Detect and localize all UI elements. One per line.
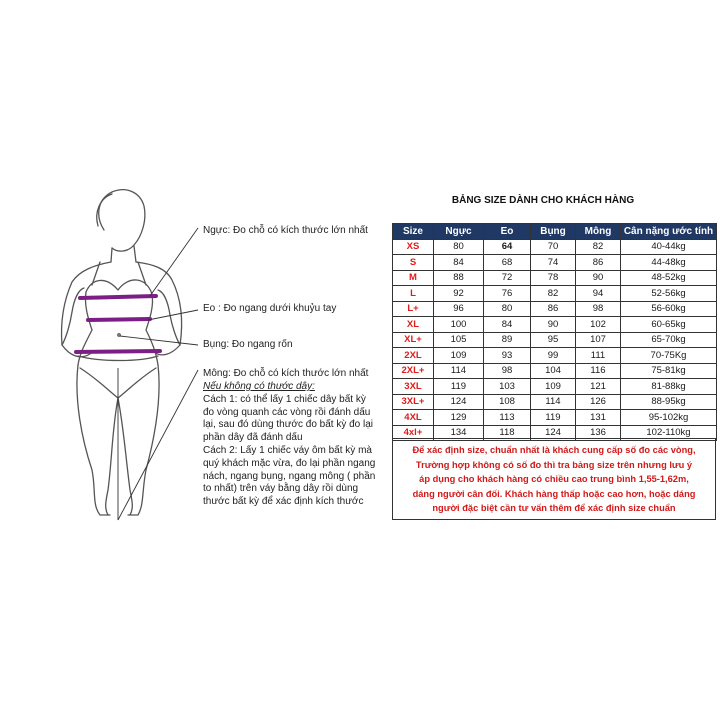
cell-nguc: 92 bbox=[434, 286, 484, 302]
cell-bung: 82 bbox=[531, 286, 576, 302]
cell-nguc: 134 bbox=[434, 425, 484, 441]
cell-mong: 98 bbox=[576, 301, 621, 317]
cell-weight: 52-56kg bbox=[621, 286, 717, 302]
pointer-eo bbox=[148, 310, 198, 320]
table-row bbox=[393, 379, 717, 395]
advice-line: Trường hợp không có số đo thì tra bảng size trên nhưng lưu ý bbox=[415, 459, 693, 470]
cell-eo: 113 bbox=[484, 410, 531, 426]
sizing-advice bbox=[392, 438, 716, 520]
cell-size: M bbox=[393, 270, 434, 286]
cell-eo: 108 bbox=[484, 394, 531, 410]
head-outline bbox=[99, 190, 145, 251]
label-nguc: Ngực: Đo chỗ có kích thước lớn nhất bbox=[203, 225, 368, 236]
cell-mong: 136 bbox=[576, 425, 621, 441]
cell-weight: 81-88kg bbox=[621, 379, 717, 395]
cell-eo: 68 bbox=[484, 255, 531, 271]
cell-nguc: 119 bbox=[434, 379, 484, 395]
instruction-line: phần dây đã đánh dấu bbox=[203, 432, 303, 444]
belly-band bbox=[76, 351, 160, 352]
bust-band bbox=[80, 296, 156, 298]
cell-mong: 94 bbox=[576, 286, 621, 302]
cell-bung: 90 bbox=[531, 317, 576, 333]
cell-weight: 40-44kg bbox=[621, 239, 717, 255]
table-row bbox=[393, 255, 717, 271]
cell-mong: 86 bbox=[576, 255, 621, 271]
cell-eo: 103 bbox=[484, 379, 531, 395]
table-row bbox=[393, 348, 717, 364]
cell-size: 4XL bbox=[393, 410, 434, 426]
cell-weight: 75-81kg bbox=[621, 363, 717, 379]
cell-bung: 119 bbox=[531, 410, 576, 426]
size-table-body bbox=[393, 239, 717, 441]
cell-size: L+ bbox=[393, 301, 434, 317]
instruction-line: thước bất kỳ để xác định kích thước bbox=[203, 496, 364, 508]
size-table-title: BẢNG SIZE DÀNH CHO KHÁCH HÀNG bbox=[451, 195, 635, 206]
cell-bung: 74 bbox=[531, 255, 576, 271]
cell-nguc: 129 bbox=[434, 410, 484, 426]
size-table bbox=[392, 223, 717, 441]
table-row bbox=[393, 394, 717, 410]
cell-weight: 65-70kg bbox=[621, 332, 717, 348]
cell-eo: 80 bbox=[484, 301, 531, 317]
pointer-mong-diag bbox=[118, 370, 198, 520]
advice-line: dáng người cân đối. Khách hàng thấp hoặc cao hơn, hoặc dáng bbox=[412, 488, 696, 499]
header-eo: Eo bbox=[484, 224, 531, 240]
cell-nguc: 105 bbox=[434, 332, 484, 348]
cell-size: 3XL+ bbox=[393, 394, 434, 410]
cell-mong: 126 bbox=[576, 394, 621, 410]
cell-nguc: 96 bbox=[434, 301, 484, 317]
cell-mong: 131 bbox=[576, 410, 621, 426]
cell-nguc: 114 bbox=[434, 363, 484, 379]
waist-band bbox=[88, 319, 150, 320]
cell-mong: 111 bbox=[576, 348, 621, 364]
pointer-bung bbox=[120, 336, 198, 345]
cell-size: XL+ bbox=[393, 332, 434, 348]
cell-size: XL bbox=[393, 317, 434, 333]
cell-eo: 64 bbox=[484, 239, 531, 255]
cell-bung: 70 bbox=[531, 239, 576, 255]
instruction-line: Cách 1: có thể lấy 1 chiếc dây bất kỳ bbox=[203, 393, 366, 405]
advice-line: người đặc biệt cần tư vấn thêm để xác định size chuẩn bbox=[432, 503, 676, 513]
cell-bung: 95 bbox=[531, 332, 576, 348]
advice-line: Để xác định size, chuẩn nhất là khách cung cấp số đo các vòng, bbox=[412, 445, 696, 455]
cell-bung: 99 bbox=[531, 348, 576, 364]
cell-mong: 102 bbox=[576, 317, 621, 333]
cell-weight: 95-102kg bbox=[621, 410, 717, 426]
label-eo: Eo : Đo ngang dưới khuỷu tay bbox=[203, 303, 337, 314]
table-row bbox=[393, 270, 717, 286]
size-table-header bbox=[393, 224, 717, 240]
header-nguc: Ngực bbox=[434, 224, 484, 240]
instruction-line: nách, ngang bụng, ngang mông ( phần bbox=[203, 470, 376, 482]
cell-bung: 109 bbox=[531, 379, 576, 395]
cell-mong: 82 bbox=[576, 239, 621, 255]
table-row bbox=[393, 239, 717, 255]
cell-size: 2XL+ bbox=[393, 363, 434, 379]
cell-bung: 104 bbox=[531, 363, 576, 379]
label-bung: Bụng: Đo ngang rốn bbox=[203, 339, 293, 350]
cell-weight: 88-95kg bbox=[621, 394, 717, 410]
cell-weight: 56-60kg bbox=[621, 301, 717, 317]
cell-eo: 89 bbox=[484, 332, 531, 348]
measuring-instructions bbox=[203, 381, 388, 509]
cell-bung: 78 bbox=[531, 270, 576, 286]
header-size: Size bbox=[393, 224, 434, 240]
table-row bbox=[393, 410, 717, 426]
cell-mong: 121 bbox=[576, 379, 621, 395]
instruction-line: quý khách mặc vừa, đo lại phần ngang bbox=[203, 457, 376, 469]
cell-weight: 102-110kg bbox=[621, 425, 717, 441]
cell-weight: 48-52kg bbox=[621, 270, 717, 286]
cell-weight: 44-48kg bbox=[621, 255, 717, 271]
cell-eo: 93 bbox=[484, 348, 531, 364]
table-row bbox=[393, 286, 717, 302]
table-row bbox=[393, 363, 717, 379]
cell-bung: 124 bbox=[531, 425, 576, 441]
cell-weight: 70-75Kg bbox=[621, 348, 717, 364]
cell-eo: 118 bbox=[484, 425, 531, 441]
cell-eo: 72 bbox=[484, 270, 531, 286]
cell-bung: 114 bbox=[531, 394, 576, 410]
cell-size: 3XL bbox=[393, 379, 434, 395]
cell-bung: 86 bbox=[531, 301, 576, 317]
advice-line: áp dụng cho khách hàng có chiều cao trung bình 1,55-1,62m, bbox=[419, 474, 689, 484]
header-bung: Bụng bbox=[531, 224, 576, 240]
cell-size: L bbox=[393, 286, 434, 302]
table-row bbox=[393, 301, 717, 317]
header-mong: Mông bbox=[576, 224, 621, 240]
instructions-header: Nếu không có thước dây: bbox=[203, 381, 315, 392]
cell-mong: 90 bbox=[576, 270, 621, 286]
label-mong: Mông: Đo chỗ có kích thước lớn nhất bbox=[203, 368, 369, 379]
instruction-line: Cách 2: Lấy 1 chiếc váy ôm bất kỳ mà bbox=[203, 444, 372, 456]
cell-size: S bbox=[393, 255, 434, 271]
instruction-line: đo vòng quanh các vòng rồi đánh dấu bbox=[203, 406, 371, 418]
cell-nguc: 88 bbox=[434, 270, 484, 286]
cell-size: XS bbox=[393, 239, 434, 255]
instruction-line: to nhất) trên váy bằng dây rồi dùng bbox=[203, 483, 359, 495]
cell-size: 2XL bbox=[393, 348, 434, 364]
cell-size: 4xl+ bbox=[393, 425, 434, 441]
instruction-line: lại, sau đó dùng thước đo bất kỳ đo lại bbox=[203, 419, 374, 431]
cell-nguc: 124 bbox=[434, 394, 484, 410]
cell-mong: 107 bbox=[576, 332, 621, 348]
cell-nguc: 84 bbox=[434, 255, 484, 271]
cell-eo: 84 bbox=[484, 317, 531, 333]
cell-nguc: 80 bbox=[434, 239, 484, 255]
table-row bbox=[393, 317, 717, 333]
cell-mong: 116 bbox=[576, 363, 621, 379]
header-weight: Cân nặng ước tính bbox=[621, 224, 717, 240]
cell-weight: 60-65kg bbox=[621, 317, 717, 333]
cell-eo: 76 bbox=[484, 286, 531, 302]
cell-nguc: 109 bbox=[434, 348, 484, 364]
cell-nguc: 100 bbox=[434, 317, 484, 333]
table-row bbox=[393, 332, 717, 348]
cell-eo: 98 bbox=[484, 363, 531, 379]
